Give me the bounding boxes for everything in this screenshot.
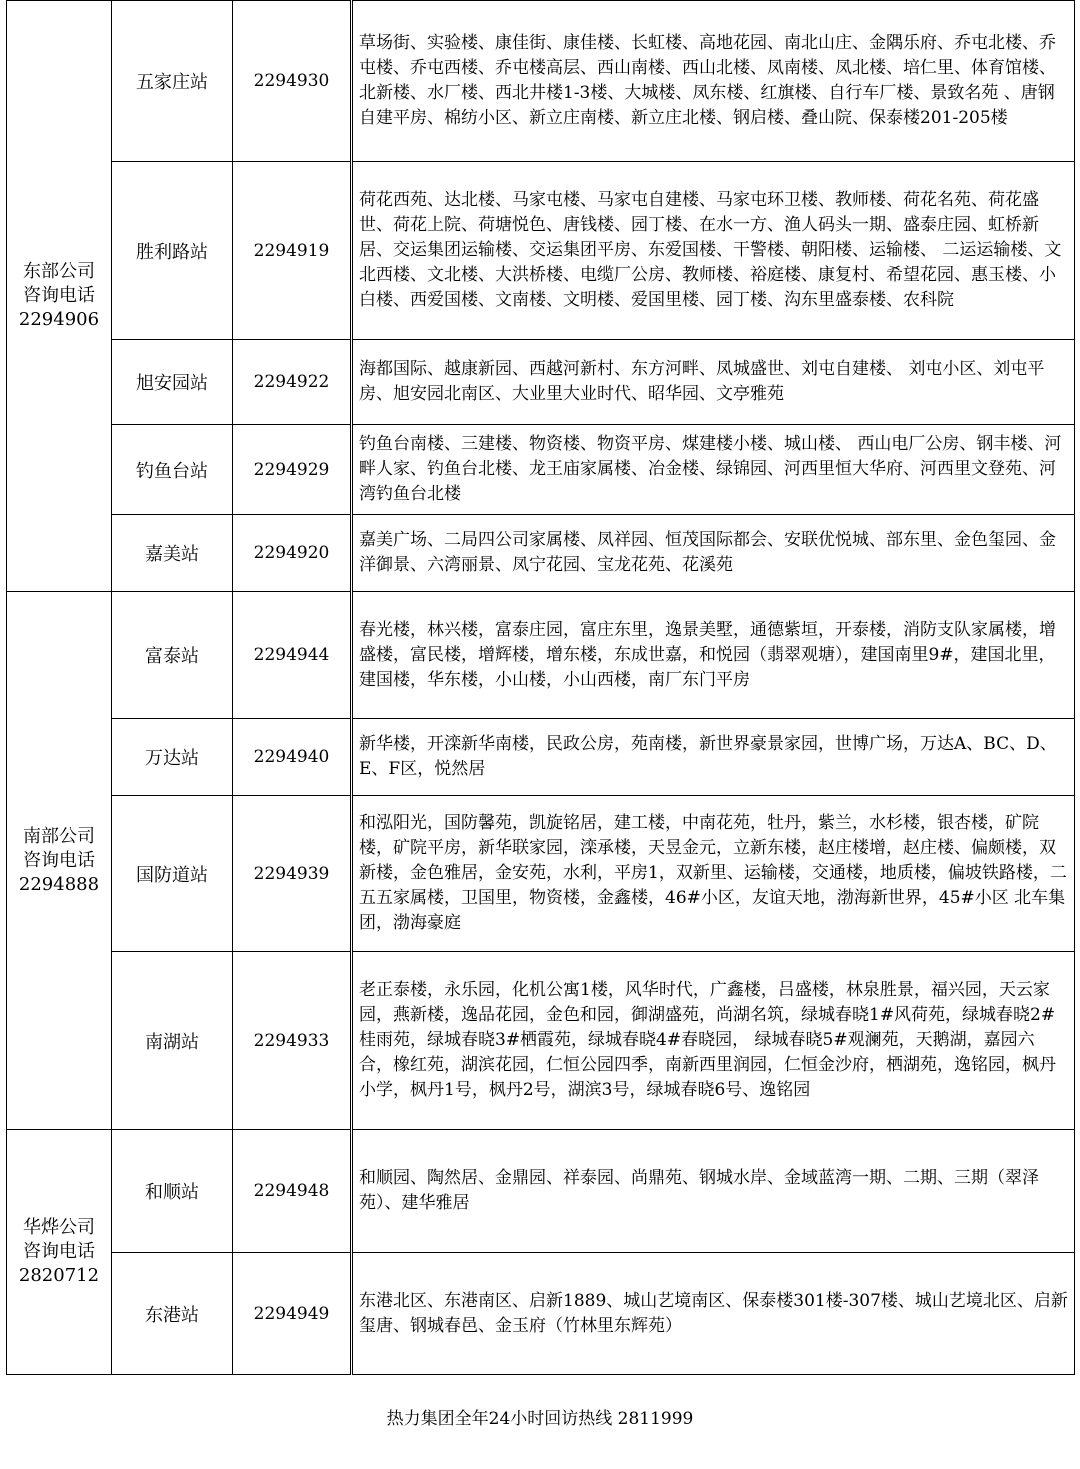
table-row [7, 340, 1075, 425]
station-name: 国防道站 [112, 796, 233, 952]
table-row [7, 796, 1075, 952]
company-label: 咨询电话 [23, 1241, 95, 1262]
hotline-footer: 热力集团全年24小时回访热线 2811999 [386, 1409, 694, 1429]
table-row [7, 515, 1075, 592]
station-areas: 和泓阳光，国防馨苑，凯旋铭居，建工楼，中南花苑，牡丹，紫兰，水杉楼，银杏楼，矿院楼，矿院平房，新华联家园，滦承楼，天昱金元，立新东楼，赵庄楼增，赵庄楼、偏颇楼，双新楼，金色雅居，金安苑，水利，平房1，双新里、运输楼，交通楼，地质楼，偏坡铁路楼，二五五家属楼，卫国里，物资楼，金鑫楼，46#小区，友谊天地，渤海新世界，45#小区 北车集团，渤海豪庭 [352, 796, 1075, 952]
company-name: 南部公司 [23, 825, 95, 847]
station-phone: 2294933 [233, 952, 352, 1130]
station-areas: 嘉美广场、二局四公司家属楼、凤祥园、恒茂国际都会、安联优悦城、部东里、金色玺园、金洋御景、六湾丽景、凤宁花园、宝龙花苑、花溪苑 [352, 515, 1075, 592]
table-row [7, 952, 1075, 1130]
station-phone: 2294929 [233, 425, 352, 515]
company-label: 咨询电话 [23, 849, 95, 871]
station-phone: 2294949 [233, 1253, 352, 1375]
station-areas: 东港北区、东港南区、启新1889、城山艺境南区、保泰楼301楼-307楼、城山艺境北区、启新玺唐、钢城春邑、金玉府（竹林里东辉苑） [352, 1253, 1075, 1375]
station-phone: 2294922 [233, 340, 352, 425]
station-name: 东港站 [112, 1253, 233, 1375]
station-table [6, 0, 1075, 1375]
station-phone: 2294930 [233, 1, 352, 162]
table-row [7, 1253, 1075, 1375]
station-name: 旭安园站 [112, 340, 233, 425]
station-areas: 新华楼，开滦新华南楼，民政公房，苑南楼，新世界豪景家园，世博广场，万达A、BC、D、E、F区，悦然居 [352, 719, 1075, 796]
station-areas: 海都国际、越康新园、西越河新村、东方河畔、凤城盛世、刘屯自建楼、 刘屯小区、刘屯平房、旭安园北南区、大业里大业时代、昭华园、文亭雅苑 [352, 340, 1075, 425]
station-name: 南湖站 [112, 952, 233, 1130]
station-name: 钓鱼台站 [112, 425, 233, 515]
station-phone: 2294944 [233, 592, 352, 719]
station-areas: 草场街、实验楼、康佳街、康佳楼、长虹楼、高地花园、南北山庄、金隅乐府、乔屯北楼、乔屯楼、乔屯西楼、乔屯楼高层、西山南楼、西山北楼、凤南楼、凤北楼、培仁里、体育馆楼、北新楼、水厂楼、西北井楼1-3楼、大城楼、凤东楼、红旗楼、自行车厂楼、景致名苑 、唐钢自建平房、棉纺小区、新立庄南楼、新立庄北楼、钢启楼、叠山院、保泰楼201-205楼 [352, 1, 1075, 162]
station-phone: 2294920 [233, 515, 352, 592]
company-phone: 2294906 [18, 309, 100, 330]
station-name: 富泰站 [112, 592, 233, 719]
station-name: 万达站 [112, 719, 233, 796]
table-row [7, 162, 1075, 340]
station-areas: 老正泰楼，永乐园，化机公寓1楼，风华时代，广鑫楼，吕盛楼，林泉胜景，福兴园，天云家园，燕新楼，逸品花园，金色和园，御湖盛苑，尚湖名筑，绿城春晓1#风荷苑，绿城春晓2#桂雨苑，绿城春晓3#栖霞苑，绿城春晓4#春晓园， 绿城春晓5#观澜苑，天鹅湖，嘉园六合，橡红苑，湖滨花园，仁恒公园四季，南新西里润园，仁恒金沙府，栖湖苑，逸铭园，枫丹小学，枫丹1号，枫丹2号，湖滨3号，绿城春晓6号、逸铭园 [352, 952, 1075, 1130]
station-areas: 和顺园、陶然居、金鼎园、祥泰园、尚鼎苑、钢城水岸、金域蓝湾一期、二期、三期（翠泽苑）、建华雅居 [352, 1130, 1075, 1253]
company-name: 华烨公司 [23, 1217, 95, 1238]
station-name: 嘉美站 [112, 515, 233, 592]
station-areas: 春光楼，林兴楼，富泰庄园，富庄东里，逸景美墅，通德紫垣，开泰楼，消防支队家属楼，增盛楼，富民楼，增辉楼，增东楼，东成世嘉，和悦园（翡翠观塘），建国南里9#，建国北里，建国楼，华东楼，小山楼，小山西楼，南厂东门平房 [352, 592, 1075, 719]
company-cell-south [7, 592, 112, 1130]
company-phone: 2820712 [18, 1265, 100, 1286]
station-phone: 2294919 [233, 162, 352, 340]
station-name: 胜利路站 [112, 162, 233, 340]
station-areas: 荷花西苑、达北楼、马家屯楼、马家屯自建楼、马家屯环卫楼、教师楼、荷花名苑、荷花盛世、荷花上院、荷塘悦色、唐钱楼、园丁楼、在水一方、渔人码头一期、盛泰庄园、虹桥新居、交运集团运输楼、交运集团平房、东爱国楼、干警楼、朝阳楼、运输楼、 二运运输楼、文北西楼、文北楼、大洪桥楼、电缆厂公房、教师楼、裕庭楼、康复村、希望花园、惠玉楼、小白楼、西爱国楼、文南楼、文明楼、爱国里楼、园丁楼、沟东里盛泰楼、农科院 [352, 162, 1075, 340]
station-name: 和顺站 [112, 1130, 233, 1253]
table-row [7, 592, 1075, 719]
station-phone: 2294948 [233, 1130, 352, 1253]
company-phone: 2294888 [18, 873, 100, 895]
station-areas: 钓鱼台南楼、三建楼、物资楼、物资平房、煤建楼小楼、城山楼、 西山电厂公房、钢丰楼、河畔人家、钓鱼台北楼、龙王庙家属楼、冶金楼、绿锦园、河西里恒大华府、河西里文登苑、河湾钓鱼台北楼 [352, 425, 1075, 515]
station-name: 五家庄站 [112, 1, 233, 162]
company-cell-east [7, 1, 112, 592]
company-cell-huaye [7, 1130, 112, 1375]
station-phone: 2294939 [233, 796, 352, 952]
table-row [7, 1, 1075, 162]
company-name: 东部公司 [23, 261, 95, 282]
table-row [7, 719, 1075, 796]
table-row [7, 425, 1075, 515]
table-row [7, 1130, 1075, 1253]
company-label: 咨询电话 [23, 285, 95, 306]
station-phone: 2294940 [233, 719, 352, 796]
